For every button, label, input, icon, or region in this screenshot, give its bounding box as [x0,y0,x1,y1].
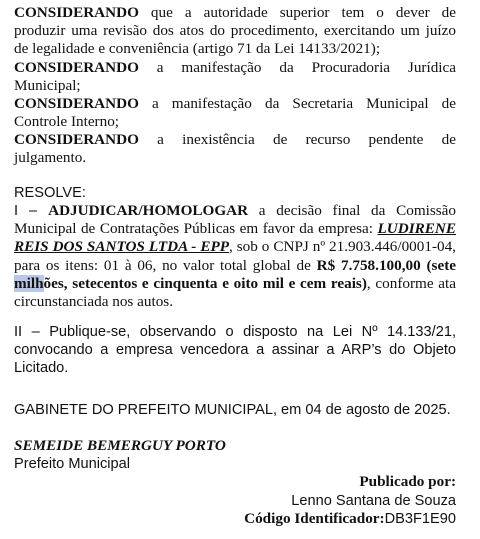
signer-name: SEMEIDE BEMERGUY PORTO [14,437,226,454]
resolve-heading: RESOLVE: [14,185,86,201]
contract-value: R$ 7.758.100,00 (sete milhões, setecentos e cinquenta e oito mil e cem reais) [14,256,456,292]
identifier-code: Código Identificador:DB3F1E90 [244,510,456,527]
resolve-item-2: II – Publique-se, observando o disposto na Lei Nº 14.133/21, convocando a empresa vencedora a assinar a ARP’s do Objeto Licitado. [14,324,456,377]
company-name: LUDIRENE REIS DOS SANTOS LTDA - EPP [14,220,456,256]
gabinete-line: GABINETE DO PREFEITO MUNICIPAL, em 04 de agosto de 2025. [14,402,451,418]
signer-role: Prefeito Municipal [14,456,130,472]
considerando-1: CONSIDERANDO que a autoridade superior tem o dever de produzir uma revisão dos atos do procedimento, exercitando um juízo de legalidade e conveniência (artigo 71 da Lei 14133/2021); [14,4,456,58]
considerando-2: CONSIDERANDO a manifestação da Procuradoria Jurídica Municipal; [14,59,456,95]
resolve-item-1: I – ADJUDICAR/HOMOLOGAR a decisão final da Comissão Municipal de Contratações Públicas em favor da empresa: LUDIRENE REIS DOS SANTOS LTDA - EPP, sob o CNPJ nº 21.903.446/0001-04, para os itens: 01 à 06, no valor total global de R$ 7.758.100,00 (sete milhões, setecentos e cinquenta e oito mil e cem reais), conforme ata circunstanciada nos autos. [14,202,457,311]
text-selection-highlight: milh [14,274,44,292]
publisher-name: Lenno Santana de Souza [291,493,456,509]
considerando-4: CONSIDERANDO a inexistência de recurso pendente de julgamento. [14,131,456,167]
published-by-label: Publicado por: [359,473,456,490]
considerando-3: CONSIDERANDO a manifestação da Secretaria Municipal de Controle Interno; [14,95,456,131]
